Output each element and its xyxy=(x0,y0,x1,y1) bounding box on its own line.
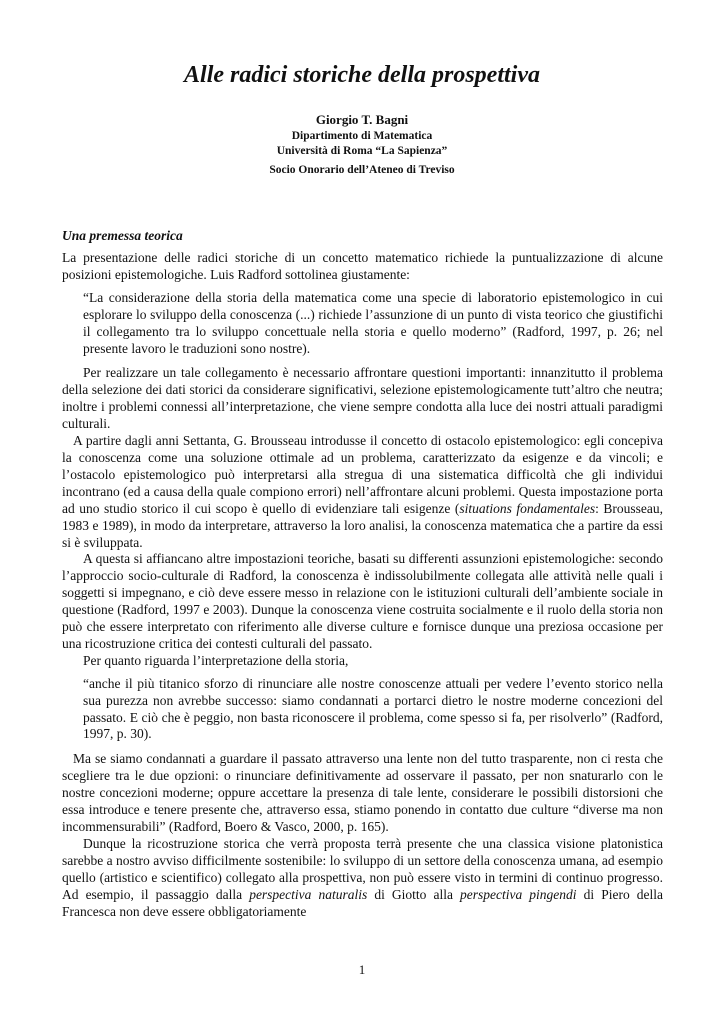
paragraph-3-italic: situations fondamentales xyxy=(459,500,596,516)
paragraph-7-italic-2: perspectiva pingendi xyxy=(460,886,577,902)
affiliation-department: Dipartimento di Matematica xyxy=(291,130,433,142)
block-quote-1: “La considerazione della storia della matematica come una specie di laboratorio epistemologico in cui esplorare lo sviluppo della conoscenza (...) richiede l’assunzione di un punto di vista teorico che giustifichi il collegamento tra lo sviluppo concettuale nella storia e quello moderno” (Radford, 1997, p. 26; nel presente lavoro le traduzioni sono nostre). xyxy=(83,289,663,356)
paragraph-4: A questa si affiancano altre impostazioni teoriche, basati su differenti assunzioni epistemologiche: secondo l’approccio socio-culturale di Radford, la conoscenza è indissolubilmente collegata alle attività nelle quali i soggetti si impegnano, e ciò deve essere messo in relazione con le istituzioni culturali dell’ambiente sociale in questione (Radford, 1997 e 2003). Dunque la conoscenza viene costruita socialmente e il ruolo della storia non può che essere interpretato con riferimento alle diverse culture e fornisce dunque una preziosa occasione per una ricostruzione critica dei contesti culturali del passato. xyxy=(62,551,663,651)
paragraph-7-text-a: Dunque la ricostruzione storica che verrà proposta terrà presente che una classica visione platonistica sarebbe a nostro avviso difficilmente sostenibile: lo sviluppo di un settore della conoscenza umana, ad esempio quello (artistico e scientifico) collegato alla prospettiva, non può essere visto in termini di continuo progresso. Ad esempio, il passaggio dalla xyxy=(62,835,663,902)
paragraph-5: Per quanto riguarda l’interpretazione della storia, xyxy=(83,652,349,668)
paper-title: Alle radici storiche della prospettiva xyxy=(184,62,540,88)
paragraph-7-text-c: di Piero della Francesca non deve essere obbligatoriamente xyxy=(62,886,663,919)
paragraph-3-text-a: A partire dagli anni Settanta, G. Brousseau introdusse il concetto di ostacolo epistemologico: egli concepiva la conoscenza come una soluzione ottimale ad un problema, caratterizzato da esigenze e da vincoli; e l’ostacolo epistemologico può interpretarsi alla stregua di una sistematica difficoltà che gli individui incontrano (ed a causa della quale compiono errori) nell’affrontare alcuni problemi. Questa impostazione porta ad uno studio storico il cui scopo è quello di evidenziare tali esigenze ( xyxy=(62,433,663,516)
paragraph-3-text-b: : Brousseau, 1983 e 1989), in modo da interpretare, attraverso la loro analisi, la conoscenza matematica che a partire da essi si è sviluppata. xyxy=(62,500,663,550)
paragraph-7-italic-1: perspectiva naturalis xyxy=(249,886,368,902)
affiliation-university: Università di Roma “La Sapienza” xyxy=(276,145,448,157)
section-heading: Una premessa teorica xyxy=(62,228,183,243)
author-name: Giorgio T. Bagni xyxy=(315,112,409,127)
paragraph-7-text-b: di Giotto alla xyxy=(367,886,461,902)
paragraph-2: Per realizzare un tale collegamento è necessario affrontare questioni importanti: innanzitutto il problema della selezione dei dati storici da considerare significativi, selezione epistemologicamente tutt’altro che neutra; inoltre i problemi connessi all’interpretazione, che viene sempre condotta alla luce dei nostri attuali paradigmi culturali. xyxy=(62,365,663,432)
block-quote-2: “anche il più titanico sforzo di rinunciare alle nostre conoscenze attuali per vedere l’evento storico nella sua purezza non avrebbe successo: siamo condannati a portarci dietro le nostre moderne concezioni del passato. E ciò che è peggio, non basta riconoscere il problema, come spesso si fa, per risolverlo” (Radford, 1997, p. 30). xyxy=(83,675,663,742)
page-number: 1 xyxy=(358,962,366,977)
paragraph-1: La presentazione delle radici storiche di un concetto matematico richiede la puntualizzazione di alcune posizioni epistemologiche. Luis Radford sottolinea giustamente: xyxy=(62,250,663,282)
affiliation-ateneo: Socio Onorario dell’Ateneo di Treviso xyxy=(269,164,455,176)
body-text xyxy=(62,250,663,920)
paragraph-3 xyxy=(62,433,663,551)
paragraph-6: Ma se siamo condannati a guardare il passato attraverso una lente non del tutto trasparente, non ci resta che scegliere tra le due opzioni: o rinunciare definitivamente ad osservare il passato, per non snaturarlo con le nostre concezioni moderne; oppure accettare la presenza di tale lente, considerare le possibili distorsioni che essa introduce e tenere presente che, attraverso essa, stiamo ponendo in contatto due culture “diverse ma non incommensurabili” (Radford, Boero & Vasco, 2000, p. 165). xyxy=(62,751,663,834)
paragraph-7 xyxy=(62,836,663,921)
